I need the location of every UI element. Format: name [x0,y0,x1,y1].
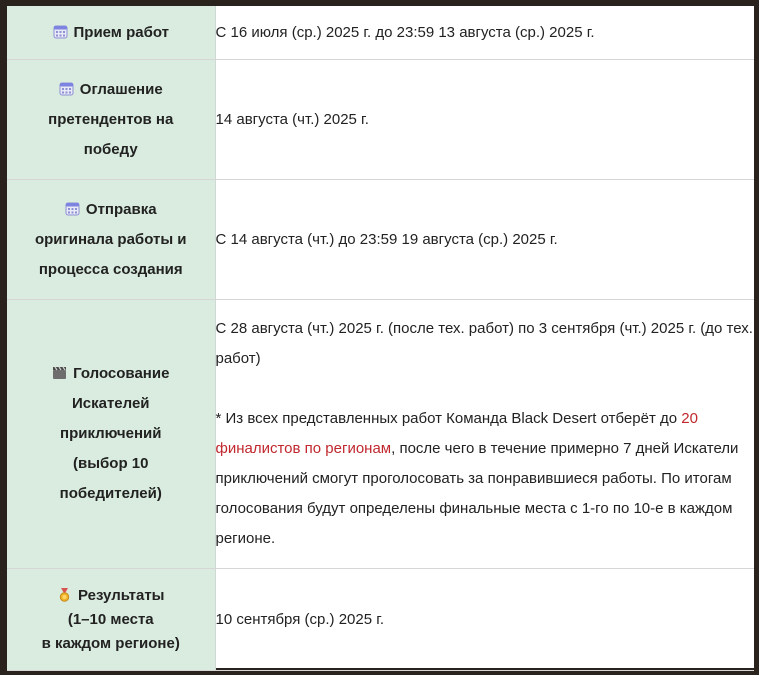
stage-label-text: оригинала работы и [34,230,187,248]
finalists-highlight: 20 финалистов по регионам [215,410,698,457]
schedule-panel [7,6,754,668]
schedule-table [7,6,754,671]
stage-label-text: Оглашение [79,80,163,98]
stage-label [7,569,215,671]
stage-label-text: Прием работ [73,23,169,41]
stage-label-text: Результаты [78,586,165,604]
stage-date: 10 сентября (ср.) 2025 г. [215,569,754,671]
stage-label-text: победителей) [59,485,162,502]
stage-label-text: в каждом регионе) [41,634,180,652]
stage-date: С 14 августа (чт.) до 23:59 19 августа (ср.) 2025 г. [215,180,754,300]
stage-label-text: Отправка [85,200,157,218]
table-row [7,6,754,60]
stage-date: 14 августа (чт.) 2025 г. [215,60,754,180]
clapperboard-icon [52,365,67,380]
note-text: * Из всех представленных работ Команда Black Desert отберёт до [215,410,682,427]
table-row [7,60,754,180]
stage-label [7,6,215,60]
stage-label-text: (выбор 10 [73,455,149,472]
stage-label-text: (1–10 места [67,610,154,628]
stage-label [7,300,215,569]
stage-label-text: претендентов на [48,110,174,128]
stage-label-text: приключений [60,425,162,442]
voting-period: С 28 августа (чт.) 2025 г. (после тех. работ) по 3 сентября (чт.) 2025 г. (до тех. работ) [215,320,753,367]
stage-label-text: победу [83,140,138,158]
medal-icon [57,587,72,602]
stage-label [7,60,215,180]
table-row [7,180,754,300]
stage-label-text: Голосование [73,365,170,382]
calendar-icon [65,201,80,216]
voting-note [216,404,755,554]
stage-label-text: Искателей [71,395,150,412]
stage-label [7,180,215,300]
table-row [7,300,754,569]
stage-date: С 16 июля (ср.) 2025 г. до 23:59 13 августа (ср.) 2025 г. [215,6,754,60]
table-row [7,569,754,671]
stage-date [215,300,754,569]
calendar-icon [53,24,68,39]
calendar-icon [59,81,74,96]
stage-label-text: процесса создания [38,260,183,278]
note-text: , после чего в течение примерно 7 дней Искатели приключений смогут проголосовать за понравившиеся работы. По итогам голосования будут определены финальные места с 1-го по 10-е в каждом регионе. [215,440,739,547]
